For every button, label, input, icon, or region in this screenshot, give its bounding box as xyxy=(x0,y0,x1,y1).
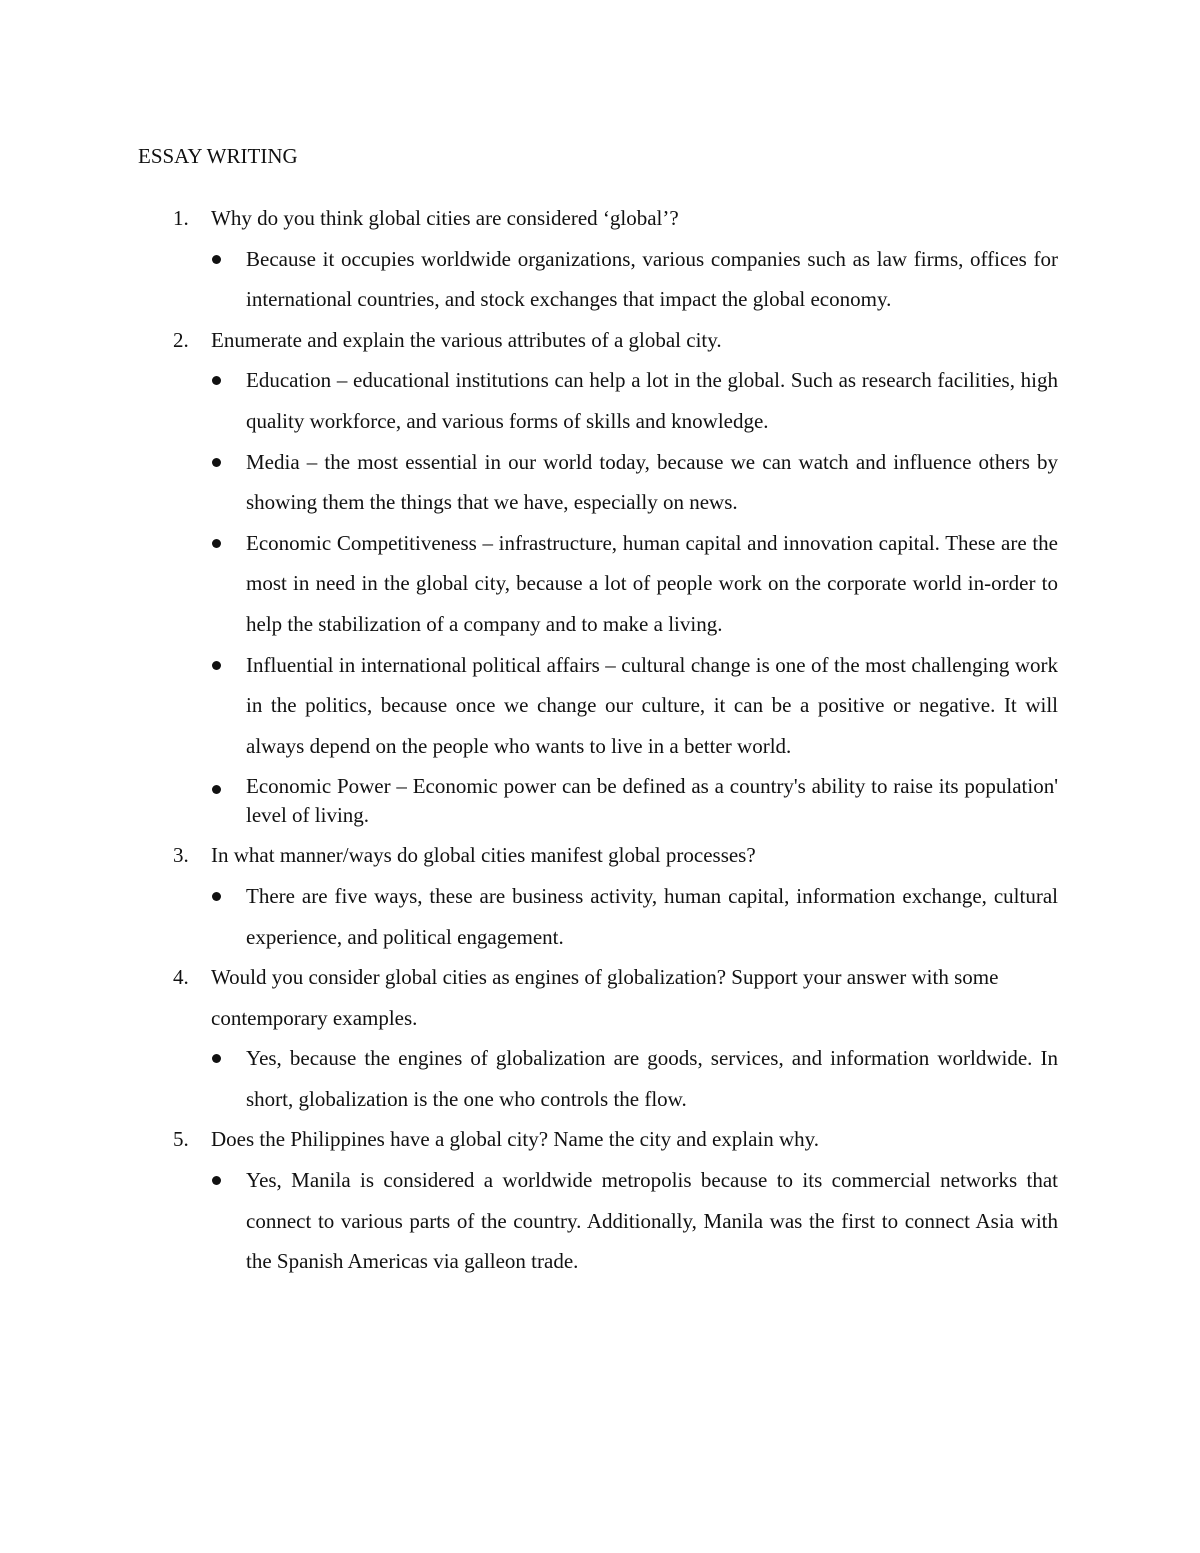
answer-list xyxy=(0,360,1200,835)
answer-text: Because it occupies worldwide organizations, various companies such as law firms, offices for international countries, and stock exchanges that impact the global economy. xyxy=(246,246,1058,312)
question-number: 3. xyxy=(173,843,189,868)
question-text: In what manner/ways do global cities manifest global processes? xyxy=(211,843,756,868)
answer-text: Yes, because the engines of globalization are goods, services, and information worldwide. In short, globalization is the one who controls the flow. xyxy=(246,1046,1058,1111)
question-item xyxy=(0,835,1200,957)
question-item xyxy=(0,1119,1200,1281)
bullet-icon xyxy=(212,892,221,901)
answer-item xyxy=(0,239,1200,320)
answer-item xyxy=(0,766,1200,835)
question-number: 2. xyxy=(173,327,189,352)
page-title: ESSAY WRITING xyxy=(138,144,298,168)
answer-list xyxy=(0,876,1200,957)
question-text: Enumerate and explain the various attributes of a global city. xyxy=(211,327,722,352)
bullet-icon xyxy=(212,458,221,467)
question-text: Does the Philippines have a global city? Name the city and explain why. xyxy=(211,1127,820,1152)
bullet-icon xyxy=(212,255,221,264)
answer-item xyxy=(0,1160,1200,1282)
answer-item xyxy=(0,876,1200,957)
bullet-icon xyxy=(212,539,221,548)
answer-text: Economic Competitiveness – infrastructure, human capital and innovation capital. These are the most in need in the global city, because a lot of people work on the corporate world in-order to help the stabilization of a company and to make a living. xyxy=(246,530,1058,636)
question-item xyxy=(0,320,1200,836)
bullet-icon xyxy=(212,785,221,794)
question-text: Would you consider global cities as engines of globalization? Support your answer with some contemporary examples. xyxy=(211,965,999,1030)
bullet-icon xyxy=(212,1176,221,1185)
answer-item xyxy=(0,1038,1200,1119)
answer-text: Yes, Manila is considered a worldwide metropolis because to its commercial networks that connect to various parts of the country. Additionally, Manila was the first to connect Asia with the Spanish Americas via galleon trade. xyxy=(246,1168,1058,1274)
answer-text: Education – educational institutions can help a lot in the global. Such as research facilities, high quality workforce, and various forms of skills and knowledge. xyxy=(246,368,1058,433)
answer-list xyxy=(0,1038,1200,1119)
answer-text: Economic Power – Economic power can be defined as a country's ability to raise its population' level of living. xyxy=(246,774,1058,828)
question-list xyxy=(0,198,1200,1282)
answer-item xyxy=(0,360,1200,441)
answer-item xyxy=(0,645,1200,767)
answer-text: Influential in international political affairs – cultural change is one of the most challenging work in the politics, because once we change our culture, it can be a positive or negative. It will always depend on the people who wants to live in a better world. xyxy=(246,652,1058,758)
answer-item xyxy=(0,442,1200,523)
question-text: Why do you think global cities are considered ‘global’? xyxy=(211,206,679,230)
answer-text: There are five ways, these are business activity, human capital, information exchange, cultural experience, and political engagement. xyxy=(246,883,1058,949)
answer-list xyxy=(0,1160,1200,1282)
question-number: 4. xyxy=(173,965,189,990)
bullet-icon xyxy=(212,1054,221,1063)
answer-list xyxy=(0,239,1200,320)
answer-text: Media – the most essential in our world today, because we can watch and influence others by showing them the things that we have, especially on news. xyxy=(246,449,1058,515)
bullet-icon xyxy=(212,376,221,385)
bullet-icon xyxy=(212,661,221,670)
question-item xyxy=(0,957,1200,1119)
question-number: 5. xyxy=(173,1127,189,1152)
question-item xyxy=(0,198,1200,320)
answer-item xyxy=(0,523,1200,645)
question-number: 1. xyxy=(173,206,189,230)
